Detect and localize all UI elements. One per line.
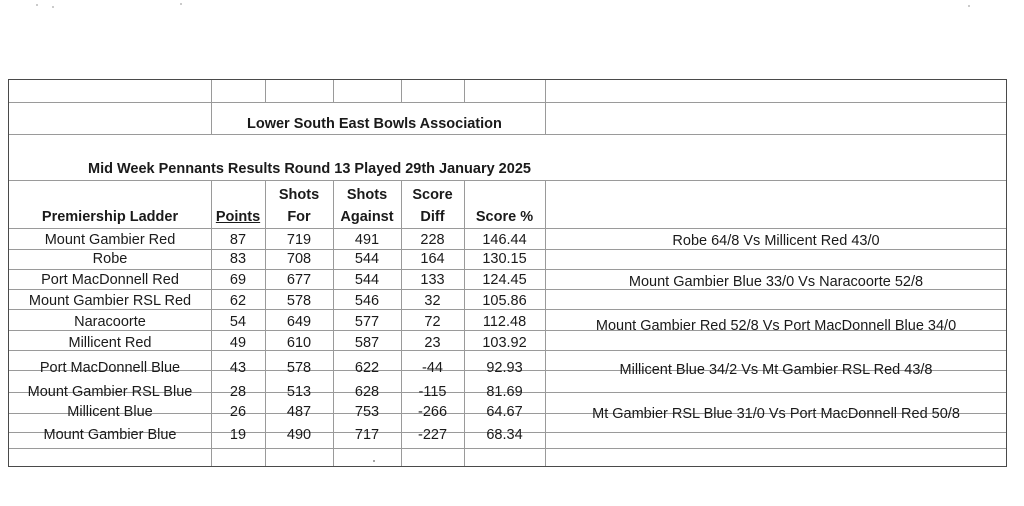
score-diff: 23 xyxy=(424,335,441,351)
shots-for: 610 xyxy=(286,335,312,351)
shots-against: 753 xyxy=(354,404,380,420)
shots-against: 544 xyxy=(354,251,380,267)
shots-against: 491 xyxy=(354,232,380,248)
score-diff: -44 xyxy=(422,360,443,376)
shots-for: 578 xyxy=(286,360,312,376)
team-name: Naracoorte xyxy=(74,314,146,330)
header-shots-for-line2: For xyxy=(287,209,311,225)
score-percent: 103.92 xyxy=(482,335,527,351)
score-diff: 32 xyxy=(424,293,441,309)
team-name: Millicent Blue xyxy=(67,404,153,420)
team-name: Mount Gambier RSL Blue xyxy=(27,384,193,400)
shots-for: 578 xyxy=(286,293,312,309)
header-points: Points xyxy=(215,209,261,225)
shots-for: 487 xyxy=(286,404,312,420)
team-name: Port MacDonnell Blue xyxy=(39,360,181,376)
shots-for: 677 xyxy=(286,272,312,288)
association-title: Lower South East Bowls Association xyxy=(247,116,502,132)
score-diff: -227 xyxy=(417,427,448,443)
header-score-percent: Score % xyxy=(475,209,534,225)
match-result: Mount Gambier Blue 33/0 Vs Naracoorte 52/8 xyxy=(628,274,924,290)
team-name: Mount Gambier Blue xyxy=(43,427,177,443)
header-premiership-ladder: Premiership Ladder xyxy=(41,209,179,225)
score-diff: -115 xyxy=(418,384,447,400)
header-score-diff-line2: Diff xyxy=(420,209,445,225)
team-points: 69 xyxy=(229,272,247,288)
shots-for: 708 xyxy=(286,251,312,267)
match-result: Robe 64/8 Vs Millicent Red 43/0 xyxy=(672,233,880,249)
header-shots-against-line1: Shots xyxy=(346,187,388,203)
team-name: Port MacDonnell Red xyxy=(41,272,179,288)
team-points: 87 xyxy=(229,232,247,248)
score-percent: 124.45 xyxy=(482,272,527,288)
shots-against: 717 xyxy=(354,427,380,443)
score-percent: 146.44 xyxy=(482,232,527,248)
match-result: Mount Gambier Red 52/8 Vs Port MacDonnell Blue 34/0 xyxy=(595,318,957,334)
score-percent: 81.69 xyxy=(486,384,523,400)
round-subtitle: Mid Week Pennants Results Round 13 Played 29th January 2025 xyxy=(88,161,531,177)
score-percent: 92.93 xyxy=(486,360,523,376)
team-name: Mount Gambier Red xyxy=(44,232,176,248)
score-percent: 112.48 xyxy=(482,314,527,330)
score-percent: 64.67 xyxy=(486,404,523,420)
team-points: 19 xyxy=(229,427,247,443)
score-percent: 105.86 xyxy=(482,293,527,309)
team-points: 83 xyxy=(229,251,247,267)
header-shots-against-line2: Against xyxy=(340,209,394,225)
score-diff: 164 xyxy=(420,251,445,267)
shots-for: 649 xyxy=(286,314,312,330)
shots-against: 622 xyxy=(354,360,380,376)
shots-against: 544 xyxy=(354,272,380,288)
score-percent: 68.34 xyxy=(486,427,523,443)
match-result: Mt Gambier RSL Blue 31/0 Vs Port MacDonnell Red 50/8 xyxy=(592,406,960,422)
team-points: 49 xyxy=(229,335,247,351)
team-name: Millicent Red xyxy=(68,335,152,351)
score-diff: 133 xyxy=(420,272,445,288)
shots-for: 719 xyxy=(286,232,312,248)
shots-for: 490 xyxy=(286,427,312,443)
score-diff: 228 xyxy=(420,232,445,248)
shots-against: 577 xyxy=(354,314,380,330)
header-shots-for-line1: Shots xyxy=(278,187,320,203)
team-points: 26 xyxy=(229,404,247,420)
team-points: 28 xyxy=(229,384,247,400)
header-score-diff-line1: Score xyxy=(412,187,453,203)
team-points: 62 xyxy=(229,293,247,309)
score-diff: -266 xyxy=(417,404,448,420)
team-name: Robe xyxy=(92,251,128,267)
score-percent: 130.15 xyxy=(482,251,527,267)
score-diff: 72 xyxy=(424,314,441,330)
team-points: 54 xyxy=(229,314,247,330)
team-name: Mount Gambier RSL Red xyxy=(28,293,192,309)
match-result: Millicent Blue 34/2 Vs Mt Gambier RSL Red 43/8 xyxy=(619,362,933,378)
shots-against: 587 xyxy=(354,335,380,351)
shots-for: 513 xyxy=(286,384,312,400)
team-points: 43 xyxy=(229,360,247,376)
shots-against: 546 xyxy=(354,293,380,309)
shots-against: 628 xyxy=(354,384,380,400)
